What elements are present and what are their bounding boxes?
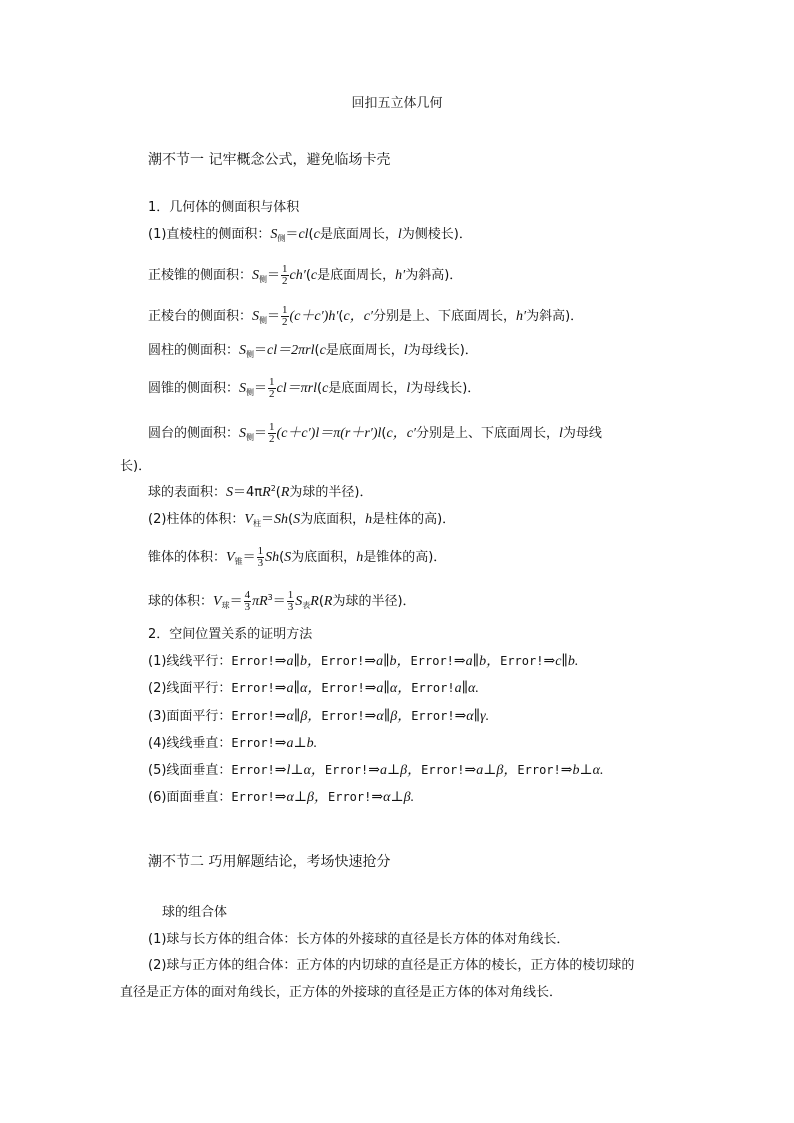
paragraph: (1)球与长方体的组合体：长方体的外接球的直径是长方体的体对角线长． <box>148 932 570 947</box>
formula-line: (2)柱体的体积：$V_柱=Sh(S$为底面积，h是柱体的高)． <box>148 512 456 528</box>
section-1-heading: 潮不节一 记牢概念公式，避免临场卡壳 <box>148 152 391 168</box>
formula-line: 球的表面积：$S=4\pi R^2(R$为球的半径)． <box>148 484 373 500</box>
formula-line: 正棱台的侧面积：$S_侧=$ $\frac{1}{2}$ (c＋c′)h′(c，c′分别是上、下底面周长，h′为斜高)． <box>148 304 584 328</box>
part-1-heading: 1．几何体的侧面积与体积 <box>148 200 300 215</box>
formula-line: 圆柱的侧面积：$S_侧=cl=2\pi rl(c$是底面周长，l为母线长)． <box>148 343 478 359</box>
fraction: $\frac{4}{3}$ <box>244 589 251 613</box>
fraction: $\frac{1}{2}$ <box>282 263 288 287</box>
formula-line: 圆锥的侧面积：$S_侧=$ $\frac{1}{2}$ cl＝πrl(c是底面周长，l为母线长)． <box>148 376 481 400</box>
proof-line: (4)线线垂直：Error!⇒a⊥b. <box>148 736 318 751</box>
section-2-heading: 潮不节二 巧用解题结论，考场快速抢分 <box>148 854 391 870</box>
formula-line: (1)直棱柱的侧面积：$S_侧=cl(c$是底面周长，l为侧棱长)． <box>148 227 472 243</box>
part-3-heading: 球的组合体 <box>162 905 228 920</box>
proof-line: (2)线面平行：Error!⇒a∥α，Error!⇒a∥α，Error!a∥α. <box>148 681 479 696</box>
part-2-heading: 2．空间位置关系的证明方法 <box>148 627 313 642</box>
proof-line: (1)线线平行：Error!⇒a∥b，Error!⇒a∥b，Error!⇒a∥b，Error!⇒c∥b. <box>148 654 579 669</box>
fraction: $\frac{1}{2}$ <box>269 376 275 400</box>
proof-line: (3)面面平行：Error!⇒α∥β，Error!⇒α∥β，Error!⇒α∥γ. <box>148 709 490 724</box>
proof-line: (5)线面垂直：Error!⇒l⊥α，Error!⇒a⊥β，Error!⇒a⊥β，Error!⇒b⊥α. <box>148 763 604 778</box>
fraction: $\frac{1}{2}$ <box>282 304 288 328</box>
fraction: $\frac{1}{2}$ <box>269 421 275 445</box>
formula-line: 圆台的侧面积：$S_侧=$ $\frac{1}{2}$ (c＋c′)l＝π(r＋r′)l(c，c′分别是上、下底面周长，l为母线 <box>148 421 602 445</box>
formula-line: 锥体的体积：$V_锥=$ $\frac{1}{3}$ Sh(S为底面积，h是锥体的高)． <box>148 545 447 569</box>
fraction: $\frac{1}{3}$ <box>257 545 264 569</box>
fraction: $\frac{1}{3}$ <box>287 589 294 613</box>
formula-line-wrap: 长)． <box>120 459 152 474</box>
page-title: 回扣五立体几何 <box>351 96 443 111</box>
formula-line: 球的体积：$V_球=$ $\frac{4}{3}$ $\pi R^3=$ $\frac{1}{3}$ $S_表R(R$为球的半径)． <box>148 589 416 613</box>
paragraph: (2)球与正方体的组合体：正方体的内切球的直径是正方体的棱长，正方体的棱切球的 <box>148 958 635 973</box>
paragraph-wrap: 直径是正方体的面对角线长，正方体的外接球的直径是正方体的体对角线长． <box>120 985 563 1000</box>
formula-line: 正棱锥的侧面积：$S_侧=$ $\frac{1}{2}$ ch′(c是底面周长，h′为斜高)． <box>148 263 463 287</box>
proof-line: (6)面面垂直：Error!⇒α⊥β，Error!⇒α⊥β. <box>148 790 415 805</box>
